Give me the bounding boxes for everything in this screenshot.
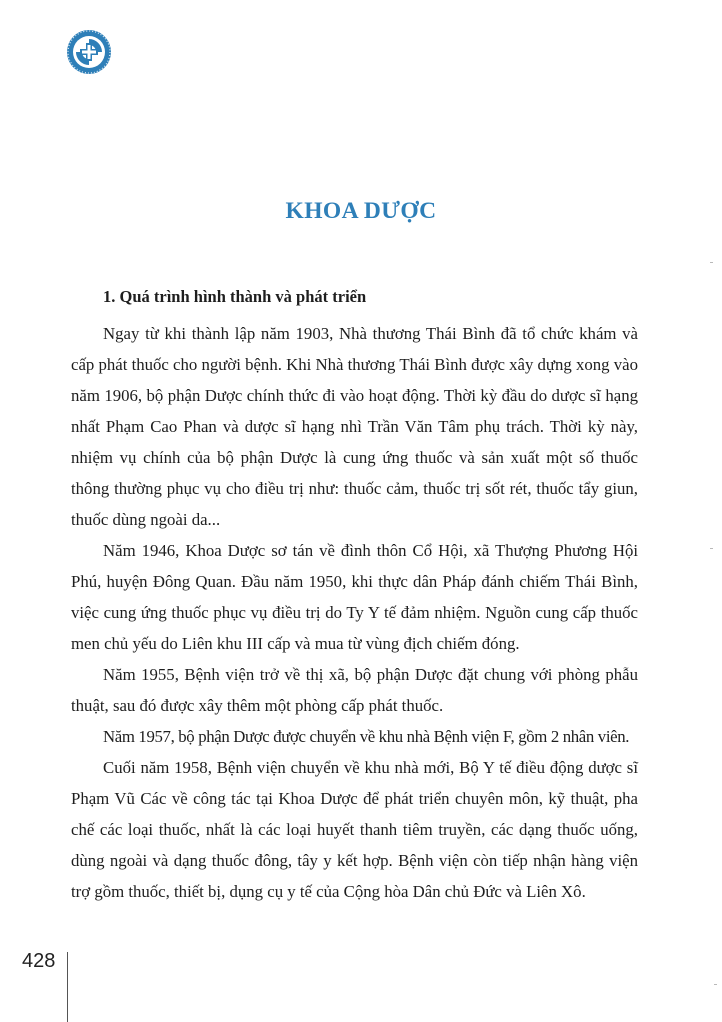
paragraph-3: Năm 1955, Bệnh viện trở về thị xã, bộ phận Dược đặt chung với phòng phẫu thuật, sau đó được xây thêm một phòng cấp phát thuốc. — [71, 665, 638, 715]
body-text — [71, 318, 638, 907]
hospital-logo-icon — [65, 28, 113, 76]
chapter-title: KHOA DƯỢC — [285, 198, 437, 224]
paragraph-2: Năm 1946, Khoa Dược sơ tán về đình thôn Cổ Hội, xã Thượng Phương Hội Phú, huyện Đông Quan. Đầu năm 1950, khi thực dân Pháp đánh chiếm Thái Bình, việc cung ứng thuốc phục vụ điều trị do Ty Y tế đảm nhiệm. Nguồn cung cấp thuốc men chủ yếu do Liên khu III cấp và mua từ vùng địch chiếm đóng. — [71, 541, 638, 653]
page-number: 428 — [22, 950, 56, 972]
paragraph-5: Cuối năm 1958, Bệnh viện chuyển về khu nhà mới, Bộ Y tế điều động dược sĩ Phạm Vũ Các về công tác tại Khoa Dược để phát triển chuyên môn, kỹ thuật, pha chế các loại thuốc, nhất là các loại huyết thanh tiêm truyền, các dạng thuốc uống, dùng ngoài và dạng thuốc đông, tây y kết hợp. Bệnh viện còn tiếp nhận hàng viện trợ gồm thuốc, thiết bị, dụng cụ y tế của Cộng hòa Dân chủ Đức và Liên Xô. — [71, 758, 638, 901]
scan-speck — [714, 984, 717, 985]
paragraph-1: Ngay từ khi thành lập năm 1903, Nhà thương Thái Bình đã tổ chức khám và cấp phát thuốc cho người bệnh. Khi Nhà thương Thái Bình được xây dựng xong vào năm 1906, bộ phận Dược chính thức đi vào hoạt động. Thời kỳ đầu do dược sĩ hạng nhất Phạm Cao Phan và dược sĩ hạng nhì Trần Văn Tâm phụ trách. Thời kỳ này, nhiệm vụ chính của bộ phận Dược là cung ứng thuốc và sản xuất một số thuốc thông thường phục vụ cho điều trị như: thuốc cảm, thuốc trị sốt rét, thuốc tẩy giun, thuốc dùng ngoài da... — [71, 324, 638, 529]
scan-speck — [710, 262, 713, 263]
scan-speck — [710, 548, 713, 549]
paragraph-4: Năm 1957, bộ phận Dược được chuyển về khu nhà Bệnh viện F, gồm 2 nhân viên. — [103, 727, 630, 746]
page-number-divider — [67, 952, 68, 1022]
section-heading: 1. Quá trình hình thành và phát triển — [103, 287, 367, 306]
